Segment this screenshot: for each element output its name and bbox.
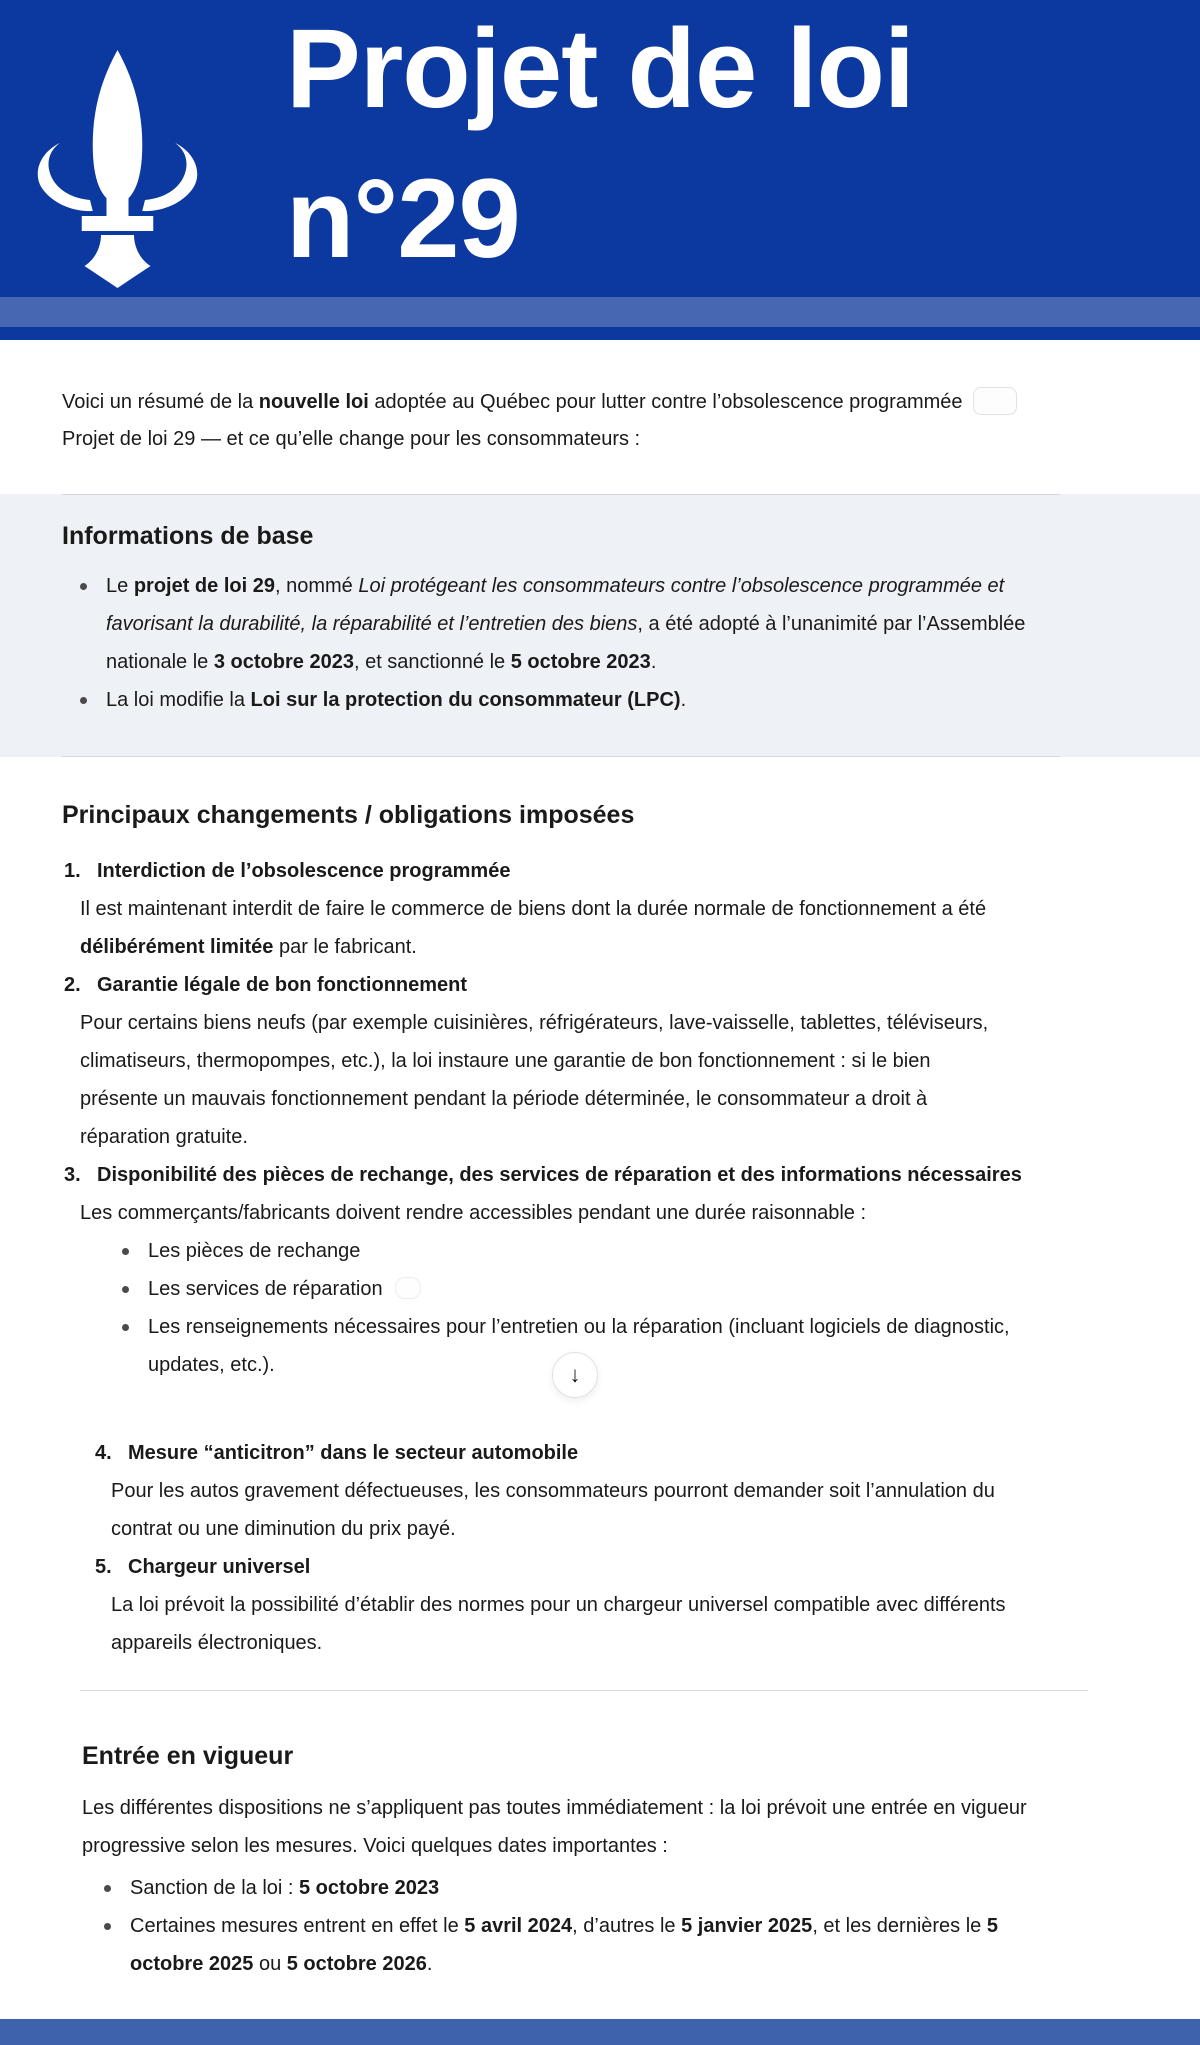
header-stripe-dark xyxy=(0,327,1200,340)
list-item-text: La loi modifie la Loi sur la protection du consommateur (LPC). xyxy=(106,689,687,711)
item-title: Chargeur universel xyxy=(128,1556,311,1578)
info-section-heading: Informations de base xyxy=(62,522,314,550)
vigueur-section xyxy=(82,1737,1200,1983)
item-body: Les commerçants/fabricants doivent rendre accessibles pendant une durée raisonnable : xyxy=(80,1202,867,1224)
bullet-dot xyxy=(104,1885,111,1892)
bullet-dot xyxy=(104,1923,111,1930)
numbered-item-5 xyxy=(93,1548,1200,1662)
numbered-item-4 xyxy=(93,1434,1200,1548)
list-item-text: Sanction de la loi : 5 octobre 2023 xyxy=(130,1877,440,1899)
numbered-item-3 xyxy=(62,1156,1200,1384)
item-number: 2. xyxy=(64,974,81,996)
citation-chip[interactable] xyxy=(973,387,1017,415)
item-number: 1. xyxy=(64,860,81,882)
item-body: La loi prévoit la possibilité d’établir des normes pour un chargeur universel compatible avec différents appareils électroniques. xyxy=(111,1594,1006,1654)
sub-list-item-text: Les renseignements nécessaires pour l’entretien ou la réparation (incluant logiciels de diagnostic, updates, etc.). xyxy=(148,1316,1010,1376)
bullet-dot xyxy=(122,1324,129,1331)
numbered-item-1 xyxy=(62,852,1200,966)
arrow-down-icon: ↓ xyxy=(569,1362,581,1387)
sub-bullet-list xyxy=(122,1232,1200,1384)
bullet-dot xyxy=(122,1286,129,1293)
citation-chip[interactable] xyxy=(395,1277,421,1299)
vigueur-section-heading: Entrée en vigueur xyxy=(82,1742,294,1770)
page-title xyxy=(286,0,914,294)
list-item xyxy=(82,1907,1200,1983)
page-header xyxy=(0,0,1200,297)
sub-list-item xyxy=(122,1308,1200,1384)
item-body: Pour les autos gravement défectueuses, les consommateurs pourront demander soit l’annulation du contrat ou une diminution du prix payé. xyxy=(111,1480,995,1540)
item-title: Disponibilité des pièces de rechange, des services de réparation et des informations nécessaires xyxy=(97,1164,1022,1186)
bullet-dot xyxy=(122,1248,129,1255)
item-body: Pour certains biens neufs (par exemple cuisinières, réfrigérateurs, lave-vaisselle, tablettes, téléviseurs, climatiseurs, thermopompes, etc.), la loi instaure une garantie de bon fonctionnement : si le bien présente un mauvais fonctionnement pendant la période déterminée, le consommateur a droit à réparation gratuite. xyxy=(80,1012,989,1148)
item-body: Il est maintenant interdit de faire le commerce de biens dont la durée normale de fonctionnement a été délibérément limitée par le fabricant. xyxy=(80,898,987,958)
section-divider xyxy=(62,494,1060,495)
info-section xyxy=(0,494,1200,757)
item-title: Interdiction de l’obsolescence programmée xyxy=(97,860,511,882)
sub-list-item-text: Les pièces de rechange xyxy=(148,1240,361,1262)
list-item xyxy=(82,1869,1200,1907)
numbered-item-2 xyxy=(62,966,1200,1156)
bullet-dot xyxy=(80,697,87,704)
item-title: Garantie légale de bon fonctionnement xyxy=(97,974,468,996)
sub-list-item-text: Les services de réparation xyxy=(148,1278,421,1300)
vigueur-intro: Les différentes dispositions ne s’appliquent pas toutes immédiatement : la loi prévoit une entrée en vigueur progressive selon les mesures. Voici quelques dates importantes : xyxy=(82,1797,1027,1857)
item-number: 3. xyxy=(64,1164,81,1186)
list-item-text: Le projet de loi 29, nommé Loi protégeant les consommateurs contre l’obsolescence programmée et favorisant la durabilité, la réparabilité et l’entretien des biens, a été adopté à l’unanimité par l’Assemblée nationale le 3 octobre 2023, et sanctionné le 5 octobre 2023. xyxy=(106,575,1026,673)
list-item-text: Certaines mesures entrent en effet le 5 avril 2024, d’autres le 5 janvier 2025, et les dernières le 5 octobre 2025 ou 5 octobre 2026. xyxy=(130,1915,998,1975)
page-title-line2: n°29 xyxy=(286,156,520,281)
item-number: 4. xyxy=(95,1442,112,1464)
scroll-down-button[interactable] xyxy=(552,1352,598,1398)
intro-paragraph: Voici un résumé de la nouvelle loi adoptée au Québec pour lutter contre l’obsolescence programmée Projet de loi 29 — et ce qu’elle change pour les consommateurs : xyxy=(62,384,1200,458)
changes-section-heading: Principaux changements / obligations imposées xyxy=(62,801,635,829)
continued-list-group xyxy=(93,1434,1200,1662)
footer-bar xyxy=(0,2019,1200,2045)
bullet-dot xyxy=(80,583,87,590)
item-title: Mesure “anticitron” dans le secteur automobile xyxy=(128,1442,579,1464)
list-item xyxy=(62,681,1200,719)
section-divider xyxy=(80,1690,1088,1691)
sub-list-item xyxy=(122,1232,1200,1270)
page-title-line1: Projet de loi xyxy=(286,6,914,131)
changes-section xyxy=(62,801,1200,1662)
section-divider xyxy=(62,756,1060,757)
header-stripe-light xyxy=(0,297,1200,327)
info-bullet-list xyxy=(62,567,1200,719)
sub-list-item xyxy=(122,1270,1200,1308)
list-item xyxy=(62,567,1200,681)
vigueur-bullet-list xyxy=(82,1869,1200,1983)
item-number: 5. xyxy=(95,1556,112,1578)
fleur-de-lis-icon xyxy=(35,50,200,290)
